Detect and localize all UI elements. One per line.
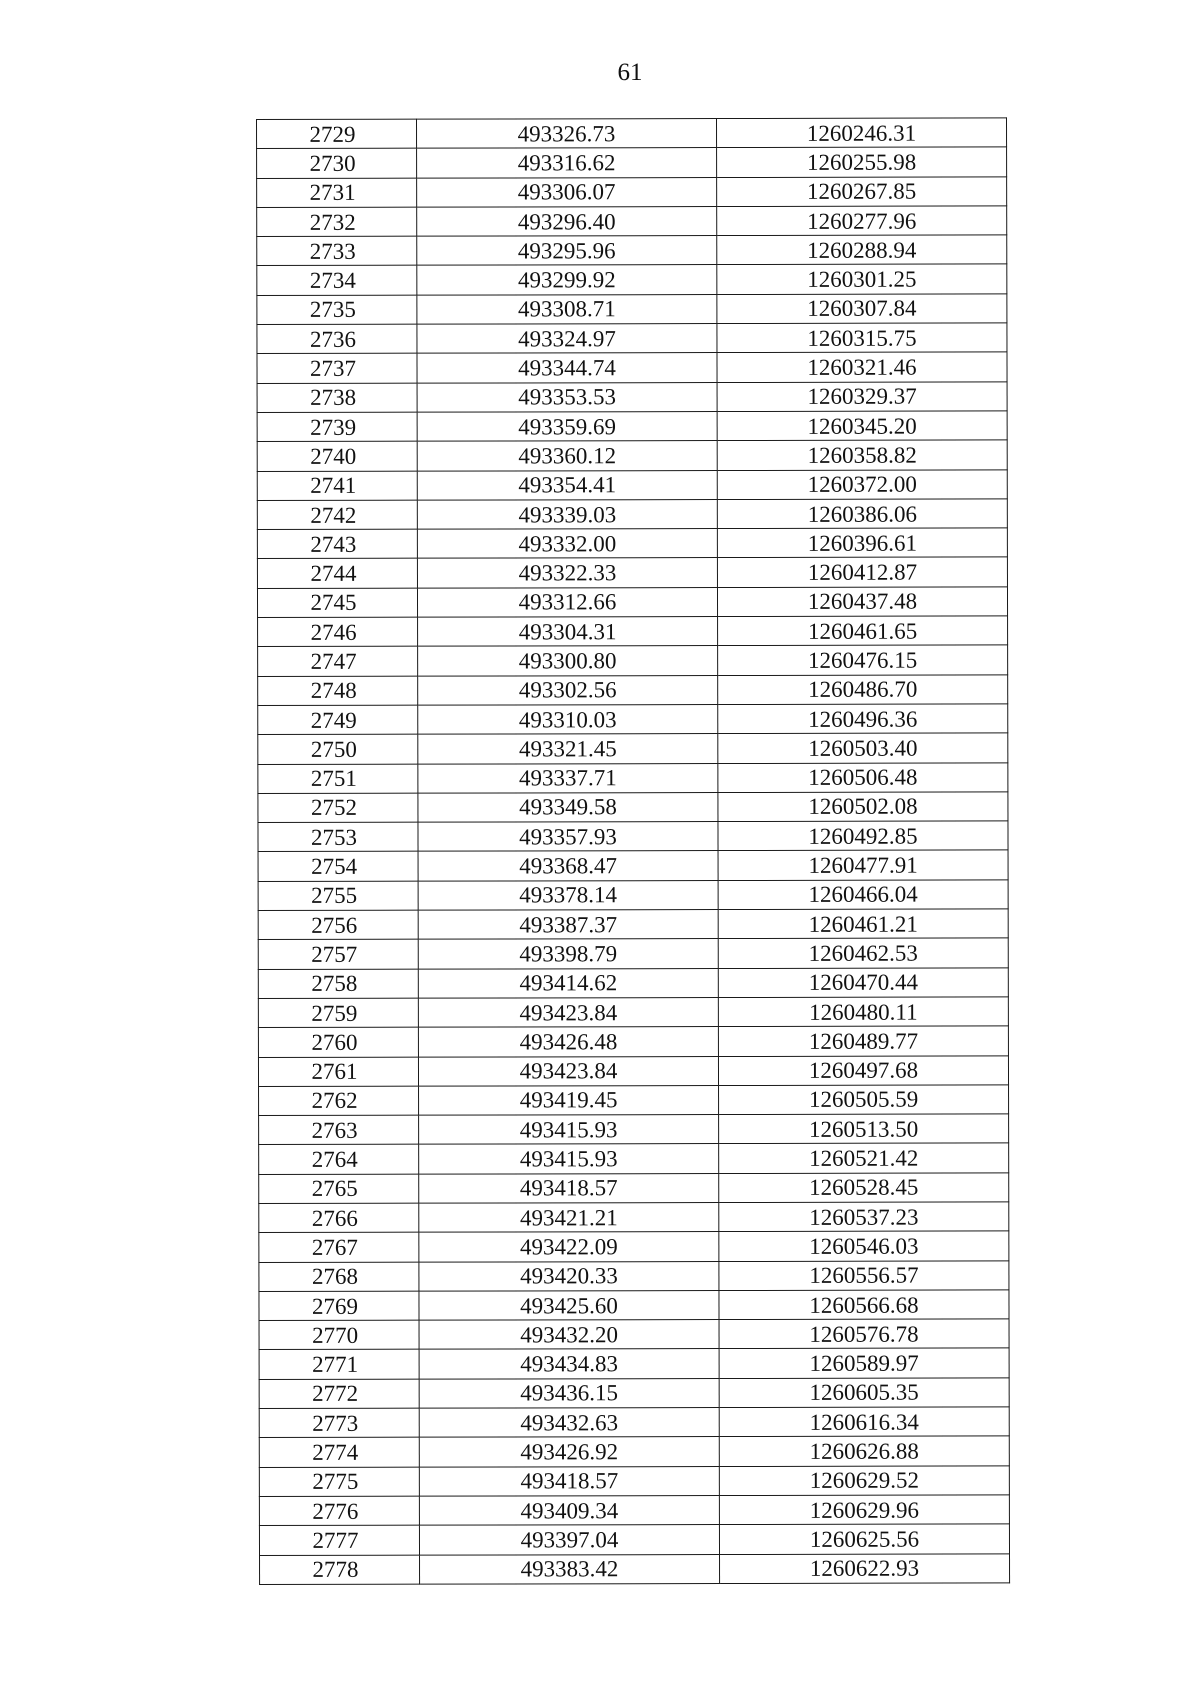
table-row bbox=[258, 733, 1008, 764]
coordinates-table bbox=[256, 117, 1010, 1584]
table-row bbox=[258, 850, 1008, 881]
y-coordinate-cell: 1260622.93 bbox=[720, 1553, 1010, 1583]
point-number-cell: 2732 bbox=[257, 207, 417, 237]
point-number-cell: 2746 bbox=[258, 617, 418, 647]
x-coordinate-cell: 493299.92 bbox=[417, 265, 717, 295]
point-number-cell: 2745 bbox=[257, 588, 417, 618]
point-number-cell: 2734 bbox=[257, 266, 417, 296]
point-number-cell: 2772 bbox=[259, 1379, 419, 1409]
x-coordinate-cell: 493420.33 bbox=[419, 1261, 719, 1291]
y-coordinate-cell: 1260277.96 bbox=[717, 206, 1007, 236]
point-number-cell: 2740 bbox=[257, 441, 417, 471]
x-coordinate-cell: 493421.21 bbox=[419, 1203, 719, 1233]
point-number-cell: 2736 bbox=[257, 324, 417, 354]
table-row bbox=[257, 294, 1007, 325]
y-coordinate-cell: 1260462.53 bbox=[718, 938, 1008, 968]
y-coordinate-cell: 1260489.77 bbox=[718, 1026, 1008, 1056]
y-coordinate-cell: 1260461.65 bbox=[718, 616, 1008, 646]
x-coordinate-cell: 493357.93 bbox=[418, 822, 718, 852]
point-number-cell: 2756 bbox=[258, 910, 418, 940]
y-coordinate-cell: 1260513.50 bbox=[719, 1114, 1009, 1144]
table-row bbox=[258, 704, 1008, 735]
x-coordinate-cell: 493422.09 bbox=[419, 1232, 719, 1262]
y-coordinate-cell: 1260255.98 bbox=[717, 147, 1007, 177]
y-coordinate-cell: 1260267.85 bbox=[717, 177, 1007, 207]
point-number-cell: 2755 bbox=[258, 881, 418, 911]
x-coordinate-cell: 493425.60 bbox=[419, 1290, 719, 1320]
table-row bbox=[259, 1436, 1009, 1467]
table-row bbox=[257, 528, 1007, 559]
point-number-cell: 2729 bbox=[257, 119, 417, 149]
table-row bbox=[257, 147, 1007, 178]
table-row bbox=[259, 1495, 1009, 1526]
table-row bbox=[259, 1378, 1009, 1409]
point-number-cell: 2767 bbox=[259, 1232, 419, 1262]
point-number-cell: 2773 bbox=[259, 1408, 419, 1438]
point-number-cell: 2770 bbox=[259, 1320, 419, 1350]
table-row bbox=[259, 1466, 1009, 1497]
x-coordinate-cell: 493409.34 bbox=[419, 1495, 719, 1525]
y-coordinate-cell: 1260358.82 bbox=[717, 440, 1007, 470]
table-row bbox=[259, 1319, 1009, 1350]
y-coordinate-cell: 1260556.57 bbox=[719, 1261, 1009, 1291]
point-number-cell: 2751 bbox=[258, 764, 418, 794]
y-coordinate-cell: 1260480.11 bbox=[718, 997, 1008, 1027]
y-coordinate-cell: 1260626.88 bbox=[719, 1436, 1009, 1466]
table-row bbox=[258, 968, 1008, 999]
table-row bbox=[258, 1055, 1008, 1086]
y-coordinate-cell: 1260329.37 bbox=[717, 382, 1007, 412]
x-coordinate-cell: 493368.47 bbox=[418, 851, 718, 881]
table-row bbox=[259, 1290, 1009, 1321]
x-coordinate-cell: 493312.66 bbox=[417, 587, 717, 617]
x-coordinate-cell: 493296.40 bbox=[417, 206, 717, 236]
point-number-cell: 2766 bbox=[259, 1203, 419, 1233]
point-number-cell: 2761 bbox=[258, 1057, 418, 1087]
y-coordinate-cell: 1260372.00 bbox=[717, 469, 1007, 499]
y-coordinate-cell: 1260497.68 bbox=[718, 1055, 1008, 1085]
table-row bbox=[259, 1143, 1009, 1174]
point-number-cell: 2763 bbox=[259, 1115, 419, 1145]
y-coordinate-cell: 1260470.44 bbox=[718, 968, 1008, 998]
table-row bbox=[257, 469, 1007, 500]
table-row bbox=[258, 909, 1008, 940]
point-number-cell: 2762 bbox=[259, 1086, 419, 1116]
table-row bbox=[257, 440, 1007, 471]
x-coordinate-cell: 493423.84 bbox=[418, 1056, 718, 1086]
page-number: 61 bbox=[617, 59, 643, 86]
coordinates-table-body bbox=[257, 118, 1010, 1584]
y-coordinate-cell: 1260386.06 bbox=[717, 499, 1007, 529]
point-number-cell: 2769 bbox=[259, 1291, 419, 1321]
x-coordinate-cell: 493316.62 bbox=[417, 148, 717, 178]
table-row bbox=[260, 1553, 1010, 1584]
table-row bbox=[257, 587, 1007, 618]
x-coordinate-cell: 493302.56 bbox=[418, 675, 718, 705]
x-coordinate-cell: 493378.14 bbox=[418, 880, 718, 910]
table-row bbox=[257, 177, 1007, 208]
y-coordinate-cell: 1260466.04 bbox=[718, 880, 1008, 910]
x-coordinate-cell: 493432.20 bbox=[419, 1320, 719, 1350]
table-row bbox=[257, 557, 1007, 588]
point-number-cell: 2742 bbox=[257, 500, 417, 530]
y-coordinate-cell: 1260506.48 bbox=[718, 762, 1008, 792]
y-coordinate-cell: 1260437.48 bbox=[717, 587, 1007, 617]
y-coordinate-cell: 1260496.36 bbox=[718, 704, 1008, 734]
y-coordinate-cell: 1260605.35 bbox=[719, 1378, 1009, 1408]
y-coordinate-cell: 1260566.68 bbox=[719, 1290, 1009, 1320]
x-coordinate-cell: 493387.37 bbox=[418, 910, 718, 940]
y-coordinate-cell: 1260345.20 bbox=[717, 411, 1007, 441]
y-coordinate-cell: 1260288.94 bbox=[717, 235, 1007, 265]
y-coordinate-cell: 1260492.85 bbox=[718, 821, 1008, 851]
point-number-cell: 2748 bbox=[258, 676, 418, 706]
y-coordinate-cell: 1260546.03 bbox=[719, 1231, 1009, 1261]
point-number-cell: 2731 bbox=[257, 178, 417, 208]
y-coordinate-cell: 1260576.78 bbox=[719, 1319, 1009, 1349]
table-row bbox=[257, 382, 1007, 413]
y-coordinate-cell: 1260461.21 bbox=[718, 909, 1008, 939]
x-coordinate-cell: 493349.58 bbox=[418, 792, 718, 822]
y-coordinate-cell: 1260396.61 bbox=[717, 528, 1007, 558]
table-row bbox=[259, 1173, 1009, 1204]
x-coordinate-cell: 493415.93 bbox=[419, 1115, 719, 1145]
table-row bbox=[259, 1202, 1009, 1233]
point-number-cell: 2752 bbox=[258, 793, 418, 823]
table-row bbox=[258, 675, 1008, 706]
x-coordinate-cell: 493423.84 bbox=[418, 997, 718, 1027]
point-number-cell: 2778 bbox=[260, 1555, 420, 1585]
point-number-cell: 2771 bbox=[259, 1350, 419, 1380]
y-coordinate-cell: 1260476.15 bbox=[718, 645, 1008, 675]
point-number-cell: 2749 bbox=[258, 705, 418, 735]
y-coordinate-cell: 1260321.46 bbox=[717, 352, 1007, 382]
point-number-cell: 2768 bbox=[259, 1262, 419, 1292]
y-coordinate-cell: 1260307.84 bbox=[717, 294, 1007, 324]
table-row bbox=[259, 1524, 1009, 1555]
point-number-cell: 2739 bbox=[257, 412, 417, 442]
y-coordinate-cell: 1260502.08 bbox=[718, 792, 1008, 822]
point-number-cell: 2765 bbox=[259, 1174, 419, 1204]
table-row bbox=[259, 1114, 1009, 1145]
table-row bbox=[259, 1231, 1009, 1262]
x-coordinate-cell: 493324.97 bbox=[417, 324, 717, 354]
table-row bbox=[257, 235, 1007, 266]
x-coordinate-cell: 493306.07 bbox=[417, 177, 717, 207]
x-coordinate-cell: 493321.45 bbox=[418, 734, 718, 764]
x-coordinate-cell: 493397.04 bbox=[419, 1525, 719, 1555]
x-coordinate-cell: 493432.63 bbox=[419, 1408, 719, 1438]
table-row bbox=[259, 1348, 1009, 1379]
table-row bbox=[258, 616, 1008, 647]
table-row bbox=[257, 206, 1007, 237]
y-coordinate-cell: 1260528.45 bbox=[719, 1173, 1009, 1203]
table-row bbox=[259, 1261, 1009, 1292]
table-row bbox=[258, 938, 1008, 969]
y-coordinate-cell: 1260315.75 bbox=[717, 323, 1007, 353]
x-coordinate-cell: 493418.57 bbox=[419, 1466, 719, 1496]
point-number-cell: 2733 bbox=[257, 236, 417, 266]
table-row bbox=[257, 264, 1007, 295]
table-row bbox=[258, 880, 1008, 911]
x-coordinate-cell: 493332.00 bbox=[417, 529, 717, 559]
x-coordinate-cell: 493339.03 bbox=[417, 499, 717, 529]
x-coordinate-cell: 493337.71 bbox=[418, 763, 718, 793]
point-number-cell: 2775 bbox=[259, 1467, 419, 1497]
point-number-cell: 2750 bbox=[258, 734, 418, 764]
point-number-cell: 2753 bbox=[258, 822, 418, 852]
point-number-cell: 2760 bbox=[258, 1027, 418, 1057]
point-number-cell: 2737 bbox=[257, 354, 417, 384]
table-row bbox=[259, 1085, 1009, 1116]
x-coordinate-cell: 493353.53 bbox=[417, 382, 717, 412]
y-coordinate-cell: 1260301.25 bbox=[717, 264, 1007, 294]
y-coordinate-cell: 1260589.97 bbox=[719, 1348, 1009, 1378]
y-coordinate-cell: 1260629.96 bbox=[719, 1495, 1009, 1525]
point-number-cell: 2738 bbox=[257, 383, 417, 413]
point-number-cell: 2743 bbox=[257, 529, 417, 559]
table-row bbox=[258, 821, 1008, 852]
x-coordinate-cell: 493354.41 bbox=[417, 470, 717, 500]
y-coordinate-cell: 1260503.40 bbox=[718, 733, 1008, 763]
x-coordinate-cell: 493383.42 bbox=[420, 1554, 720, 1584]
point-number-cell: 2758 bbox=[258, 969, 418, 999]
table-row bbox=[257, 323, 1007, 354]
table-row bbox=[258, 762, 1008, 793]
point-number-cell: 2764 bbox=[259, 1145, 419, 1175]
point-number-cell: 2730 bbox=[257, 148, 417, 178]
point-number-cell: 2777 bbox=[259, 1525, 419, 1555]
y-coordinate-cell: 1260521.42 bbox=[719, 1143, 1009, 1173]
x-coordinate-cell: 493414.62 bbox=[418, 968, 718, 998]
x-coordinate-cell: 493300.80 bbox=[418, 646, 718, 676]
point-number-cell: 2754 bbox=[258, 852, 418, 882]
table-row bbox=[257, 118, 1007, 149]
table-row bbox=[257, 411, 1007, 442]
x-coordinate-cell: 493304.31 bbox=[418, 617, 718, 647]
x-coordinate-cell: 493308.71 bbox=[417, 294, 717, 324]
y-coordinate-cell: 1260412.87 bbox=[717, 557, 1007, 587]
point-number-cell: 2774 bbox=[259, 1438, 419, 1468]
y-coordinate-cell: 1260246.31 bbox=[717, 118, 1007, 148]
point-number-cell: 2735 bbox=[257, 295, 417, 325]
table-row bbox=[259, 1407, 1009, 1438]
y-coordinate-cell: 1260486.70 bbox=[718, 675, 1008, 705]
y-coordinate-cell: 1260505.59 bbox=[719, 1085, 1009, 1115]
table-row bbox=[257, 352, 1007, 383]
x-coordinate-cell: 493426.48 bbox=[418, 1027, 718, 1057]
x-coordinate-cell: 493426.92 bbox=[419, 1437, 719, 1467]
x-coordinate-cell: 493398.79 bbox=[418, 939, 718, 969]
y-coordinate-cell: 1260616.34 bbox=[719, 1407, 1009, 1437]
x-coordinate-cell: 493359.69 bbox=[417, 412, 717, 442]
y-coordinate-cell: 1260629.52 bbox=[719, 1466, 1009, 1496]
x-coordinate-cell: 493418.57 bbox=[419, 1173, 719, 1203]
x-coordinate-cell: 493344.74 bbox=[417, 353, 717, 383]
y-coordinate-cell: 1260625.56 bbox=[719, 1524, 1009, 1554]
table-row bbox=[258, 997, 1008, 1028]
y-coordinate-cell: 1260477.91 bbox=[718, 850, 1008, 880]
point-number-cell: 2741 bbox=[257, 471, 417, 501]
x-coordinate-cell: 493436.15 bbox=[419, 1378, 719, 1408]
x-coordinate-cell: 493419.45 bbox=[419, 1085, 719, 1115]
table-row bbox=[257, 499, 1007, 530]
point-number-cell: 2757 bbox=[258, 939, 418, 969]
x-coordinate-cell: 493360.12 bbox=[417, 441, 717, 471]
x-coordinate-cell: 493434.83 bbox=[419, 1349, 719, 1379]
point-number-cell: 2744 bbox=[257, 559, 417, 589]
table-row bbox=[258, 1026, 1008, 1057]
x-coordinate-cell: 493295.96 bbox=[417, 236, 717, 266]
x-coordinate-cell: 493326.73 bbox=[417, 119, 717, 149]
x-coordinate-cell: 493322.33 bbox=[417, 558, 717, 588]
point-number-cell: 2747 bbox=[258, 647, 418, 677]
point-number-cell: 2759 bbox=[258, 998, 418, 1028]
table-row bbox=[258, 645, 1008, 676]
table-row bbox=[258, 792, 1008, 823]
y-coordinate-cell: 1260537.23 bbox=[719, 1202, 1009, 1232]
x-coordinate-cell: 493310.03 bbox=[418, 704, 718, 734]
point-number-cell: 2776 bbox=[259, 1496, 419, 1526]
x-coordinate-cell: 493415.93 bbox=[419, 1144, 719, 1174]
